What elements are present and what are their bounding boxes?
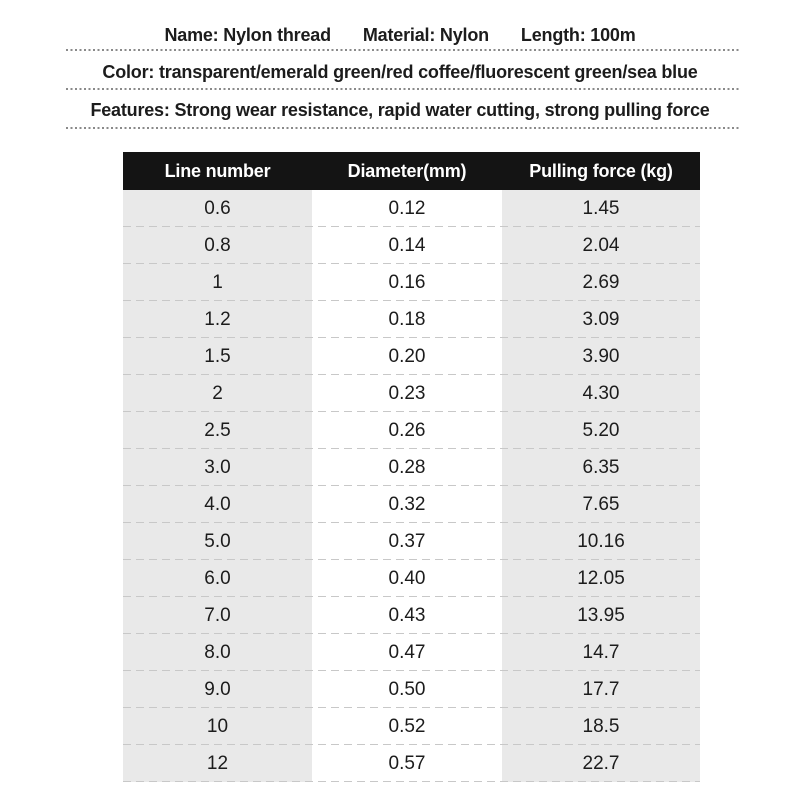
table-cell: 9.0 [123, 671, 312, 708]
table-cell: 10.16 [502, 523, 700, 560]
table-cell: 13.95 [502, 597, 700, 634]
table-cell: 10 [123, 708, 312, 745]
table-row [123, 449, 700, 486]
table-cell: 12 [123, 745, 312, 782]
table-row [123, 190, 700, 227]
table-cell: 12.05 [502, 560, 700, 597]
table-row [123, 375, 700, 412]
table-cell: 4.30 [502, 375, 700, 412]
table-cell: 7.0 [123, 597, 312, 634]
column-header-pulling-force: Pulling force (kg) [529, 160, 673, 181]
table-cell: 4.0 [123, 486, 312, 523]
table-cell: 6.35 [502, 449, 700, 486]
table-cell: 8.0 [123, 634, 312, 671]
table-cell: 0.37 [312, 523, 502, 560]
product-features-line [40, 97, 760, 123]
table-cell: 0.16 [312, 264, 502, 301]
table-row [123, 745, 700, 782]
table-cell: 3.0 [123, 449, 312, 486]
table-row [123, 264, 700, 301]
table-row [123, 634, 700, 671]
table-cell: 1.45 [502, 190, 700, 227]
table-cell: 5.0 [123, 523, 312, 560]
table-cell: 0.20 [312, 338, 502, 375]
column-header-diameter: Diameter(mm) [347, 160, 467, 181]
table-cell: 0.40 [312, 560, 502, 597]
table-cell: 0.23 [312, 375, 502, 412]
table-cell: 0.18 [312, 301, 502, 338]
table-cell: 22.7 [502, 745, 700, 782]
table-cell: 2 [123, 375, 312, 412]
table-cell: 0.43 [312, 597, 502, 634]
table-cell: 1.5 [123, 338, 312, 375]
table-cell: 18.5 [502, 708, 700, 745]
table-cell: 1.2 [123, 301, 312, 338]
table-cell: 0.50 [312, 671, 502, 708]
dotted-divider [66, 127, 740, 129]
table-cell: 6.0 [123, 560, 312, 597]
product-features: Features: Strong wear resistance, rapid water cutting, strong pulling force [90, 99, 710, 120]
table-cell: 17.7 [502, 671, 700, 708]
table-cell: 0.14 [312, 227, 502, 264]
dotted-divider [66, 49, 740, 51]
table-cell: 3.09 [502, 301, 700, 338]
table-cell: 5.20 [502, 412, 700, 449]
table-cell: 2.69 [502, 264, 700, 301]
table-cell: 0.32 [312, 486, 502, 523]
table-cell: 14.7 [502, 634, 700, 671]
table-cell: 2.5 [123, 412, 312, 449]
table-row [123, 486, 700, 523]
table-cell: 0.28 [312, 449, 502, 486]
table-cell: 0.26 [312, 412, 502, 449]
table-cell: 0.47 [312, 634, 502, 671]
table-cell: 0.8 [123, 227, 312, 264]
table-row [123, 523, 700, 560]
table-header-row [123, 152, 700, 190]
table-cell: 2.04 [502, 227, 700, 264]
table-cell: 0.52 [312, 708, 502, 745]
table-cell: 1 [123, 264, 312, 301]
spec-table [123, 152, 700, 782]
dotted-divider [66, 88, 740, 90]
table-cell: 0.57 [312, 745, 502, 782]
product-colors: Color: transparent/emerald green/red coffee/fluorescent green/sea blue [102, 61, 698, 82]
table-cell: 0.12 [312, 190, 502, 227]
table-row [123, 597, 700, 634]
table-row [123, 671, 700, 708]
product-material: Material: Nylon [362, 24, 489, 45]
table-row [123, 412, 700, 449]
table-cell: 3.90 [502, 338, 700, 375]
table-row [123, 560, 700, 597]
product-name: Name: Nylon thread [164, 24, 331, 45]
column-header-line-number: Line number [164, 160, 271, 181]
table-row [123, 301, 700, 338]
table-row [123, 708, 700, 745]
product-length: Length: 100m [520, 24, 636, 45]
table-cell: 0.6 [123, 190, 312, 227]
product-color-line [40, 59, 760, 85]
product-summary-line [40, 22, 760, 48]
table-row [123, 338, 700, 375]
table-row [123, 227, 700, 264]
table-cell: 7.65 [502, 486, 700, 523]
table-body [123, 190, 700, 782]
